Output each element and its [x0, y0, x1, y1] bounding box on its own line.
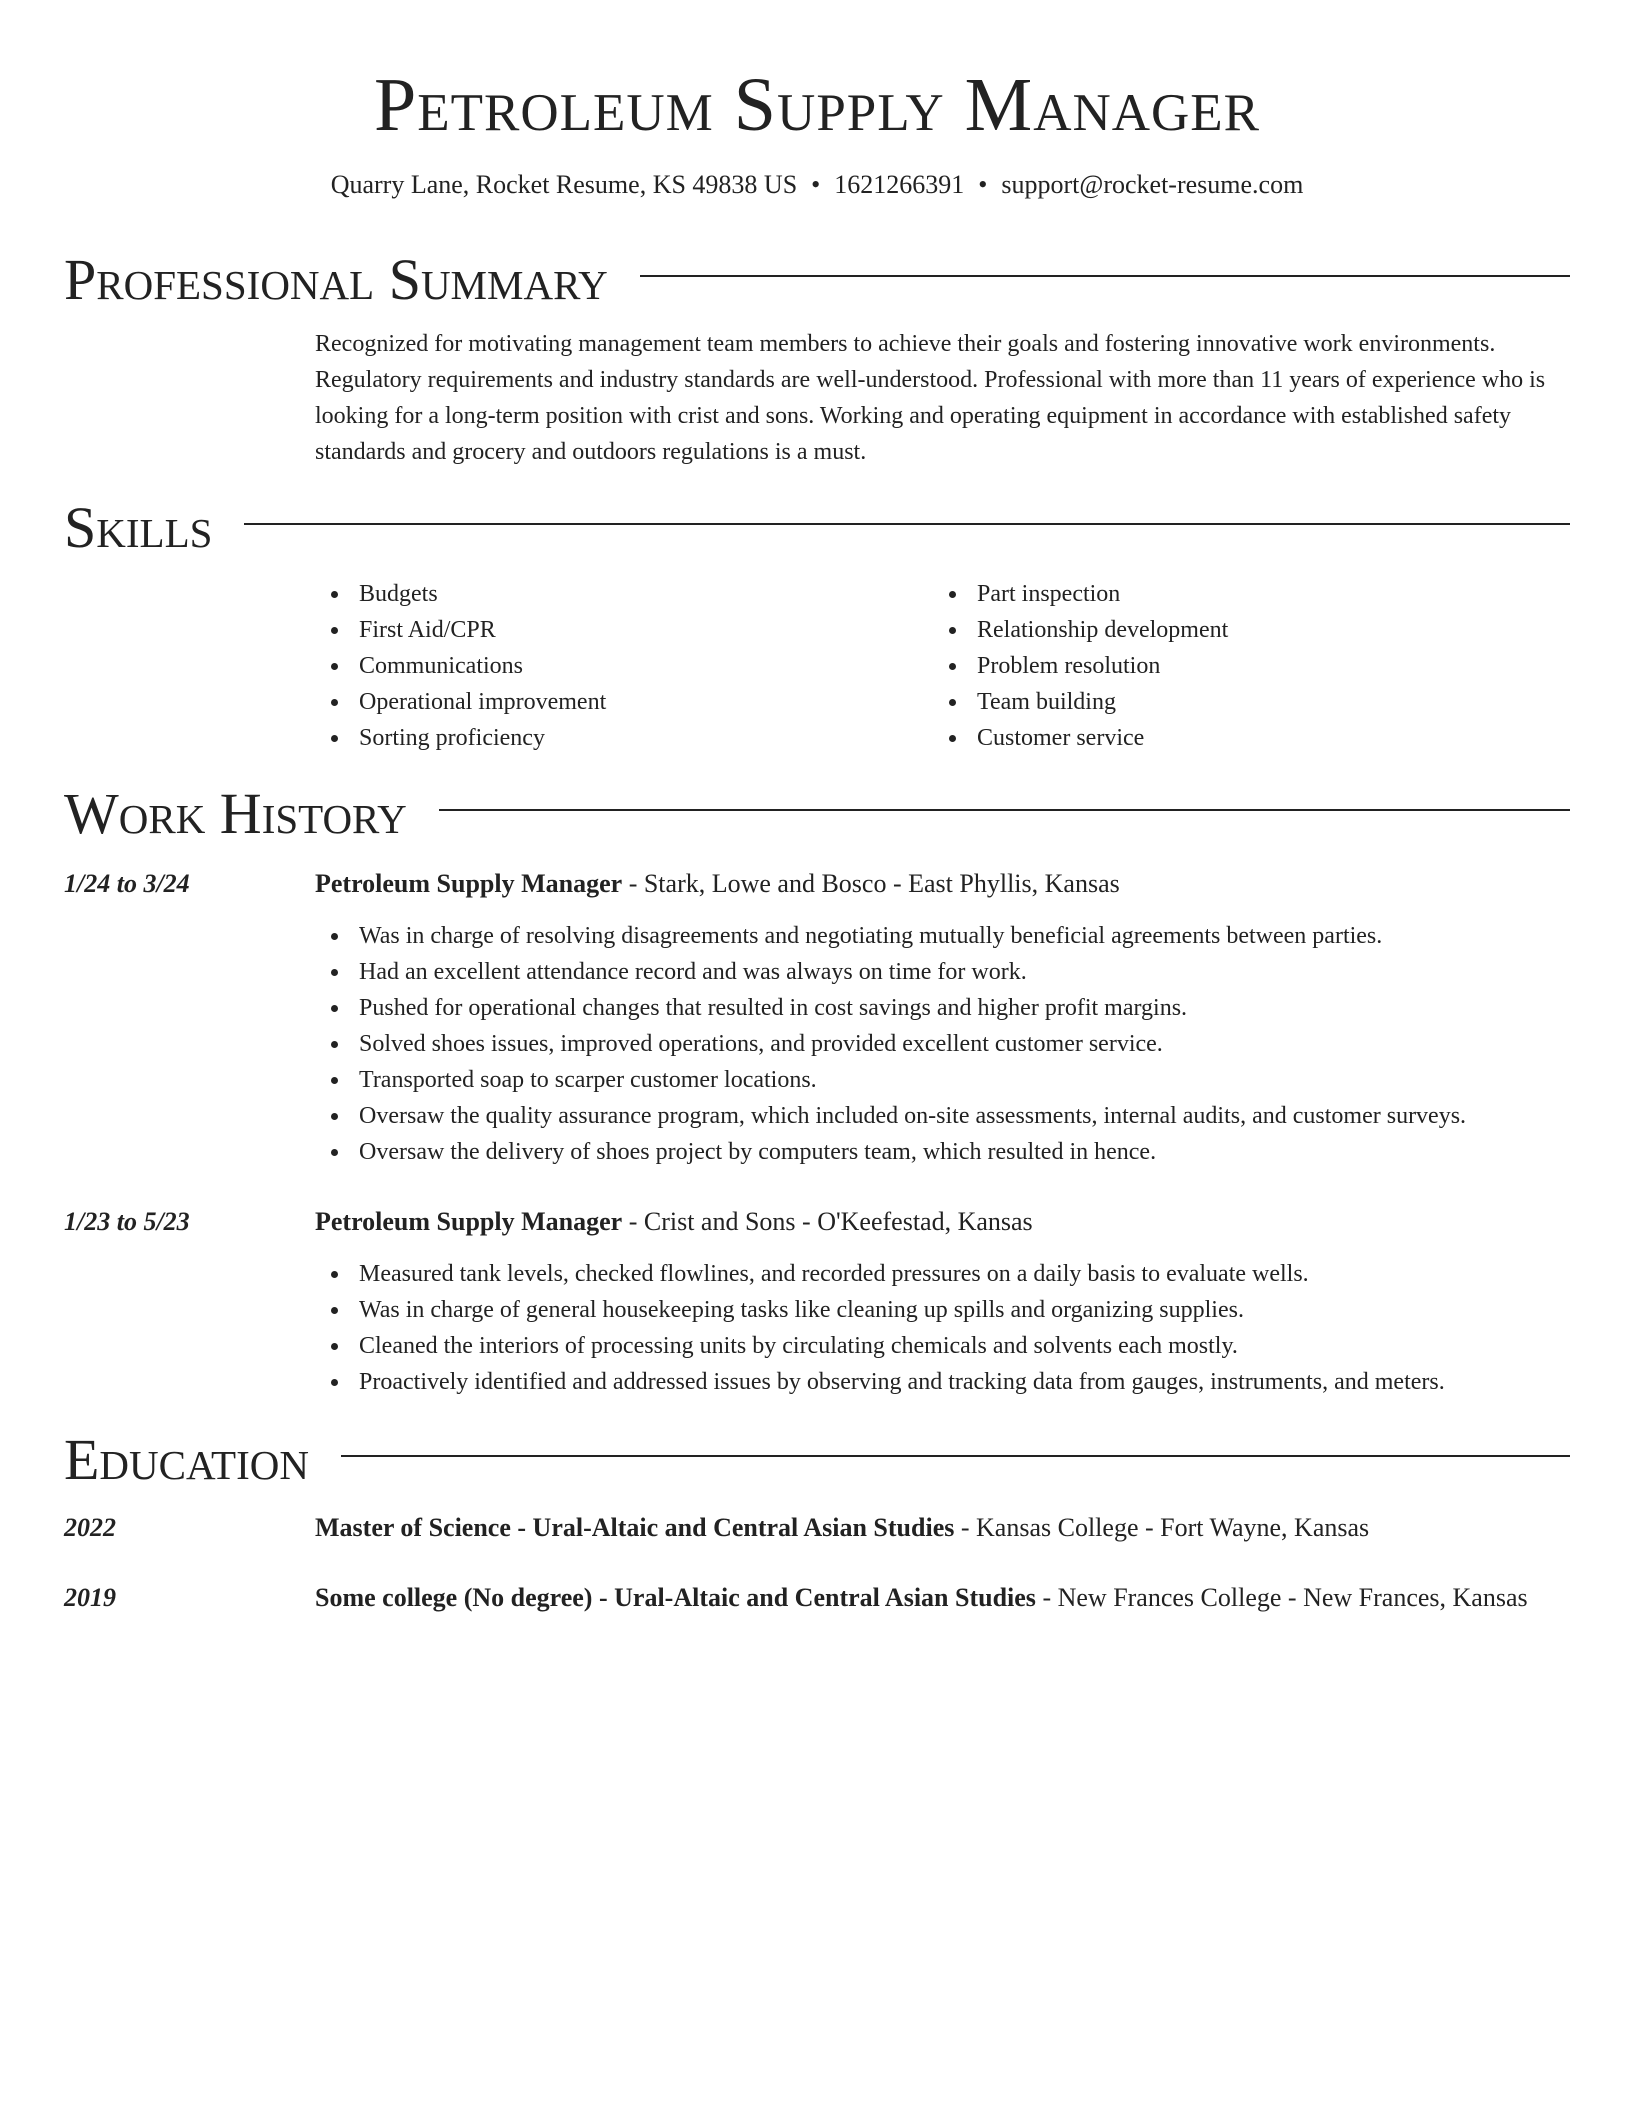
- contact-address: Quarry Lane, Rocket Resume, KS 49838 US: [330, 170, 798, 199]
- education-degree: Some college (No degree) - Ural-Altaic and Central Asian Studies: [315, 1583, 1036, 1612]
- skill-item: Team building: [933, 684, 1551, 720]
- contact-separator: •: [978, 170, 988, 199]
- summary-paragraph: Recognized for motivating management team members to achieve their goals and fostering innovative work environments. Regulatory requirements and industry standards are well-understood. Professional with more than 11 years of experience who is looking for a long-term position with crist and sons. Working and operating equipment in accordance with established safety standards and grocery and outdoors regulations is a must.: [315, 331, 1546, 465]
- work-section-heading: [64, 782, 1570, 846]
- contact-email: support@rocket-resume.com: [1001, 170, 1304, 199]
- job-title-line: [315, 1204, 1570, 1240]
- skills-column-left: [315, 576, 933, 756]
- skills-grid: [315, 576, 1570, 756]
- job-dates: 1/23 to 5/23: [64, 1207, 190, 1236]
- education-year: 2019: [64, 1583, 116, 1612]
- job-bullet: Oversaw the delivery of shoes project by computers team, which resulted in hence.: [315, 1134, 1570, 1170]
- work-heading-text: Work History: [64, 781, 407, 846]
- job-bullet: Proactively identified and addressed issues by observing and tracking data from gauges, instruments, and meters.: [315, 1364, 1570, 1400]
- education-line: [315, 1510, 1570, 1546]
- skill-item: Budgets: [315, 576, 933, 612]
- section-divider: [244, 523, 1570, 525]
- skills-heading-text: Skills: [64, 495, 213, 560]
- resume-page: [64, 0, 1570, 1616]
- contact-phone: 1621266391: [834, 170, 965, 199]
- education-section-heading: [64, 1428, 1570, 1492]
- job-bullet: Was in charge of resolving disagreements and negotiating mutually beneficial agreements between parties.: [315, 918, 1570, 954]
- resume-name: Petroleum Supply Manager: [373, 63, 1261, 147]
- job-bullet: Had an excellent attendance record and was always on time for work.: [315, 954, 1570, 990]
- skill-item: Operational improvement: [315, 684, 933, 720]
- skill-item: First Aid/CPR: [315, 612, 933, 648]
- skills-section-heading: [64, 496, 1570, 560]
- job-bullet: Solved shoes issues, improved operations, and provided excellent customer service.: [315, 1026, 1570, 1062]
- contact-line: [64, 168, 1570, 202]
- section-divider: [640, 275, 1570, 277]
- job-bullet: Pushed for operational changes that resulted in cost savings and higher profit margins.: [315, 990, 1570, 1026]
- education-year: 2022: [64, 1513, 116, 1542]
- education-line: [315, 1580, 1570, 1616]
- job-bullet: Measured tank levels, checked flowlines, and recorded pressures on a daily basis to evaluate wells.: [315, 1256, 1570, 1292]
- job-bullets: [315, 1256, 1570, 1400]
- skill-item: Sorting proficiency: [315, 720, 933, 756]
- contact-separator: •: [811, 170, 821, 199]
- skill-item: Communications: [315, 648, 933, 684]
- section-divider: [341, 1455, 1570, 1457]
- job-bullet: Cleaned the interiors of processing units by circulating chemicals and solvents each mostly.: [315, 1328, 1570, 1364]
- skill-item: Customer service: [933, 720, 1551, 756]
- job-title: Petroleum Supply Manager: [315, 869, 623, 898]
- job-bullet: Transported soap to scarper customer locations.: [315, 1062, 1570, 1098]
- summary-section-heading: [64, 248, 1570, 312]
- job-bullets: [315, 918, 1570, 1170]
- skill-item: Relationship development: [933, 612, 1551, 648]
- job-employer-location: - Crist and Sons - O'Keefestad, Kansas: [622, 1207, 1033, 1236]
- job-employer-location: - Stark, Lowe and Bosco - East Phyllis, Kansas: [622, 869, 1120, 898]
- education-entry: [64, 1580, 1570, 1616]
- job-dates: 1/24 to 3/24: [64, 869, 190, 898]
- education-degree: Master of Science - Ural-Altaic and Central Asian Studies: [315, 1513, 955, 1542]
- education-school-location: - Kansas College - Fort Wayne, Kansas: [954, 1513, 1370, 1542]
- education-entry: [64, 1510, 1570, 1546]
- job-bullet: Was in charge of general housekeeping tasks like cleaning up spills and organizing supplies.: [315, 1292, 1570, 1328]
- job-entry-header: [64, 866, 1570, 902]
- education-school-location: - New Frances College - New Frances, Kansas: [1035, 1583, 1528, 1612]
- education-heading-text: Education: [64, 1427, 309, 1492]
- skill-item: Problem resolution: [933, 648, 1551, 684]
- job-title: Petroleum Supply Manager: [315, 1207, 623, 1236]
- job-title-line: [315, 866, 1570, 902]
- job-bullet: Oversaw the quality assurance program, which included on-site assessments, internal audits, and customer surveys.: [315, 1098, 1570, 1134]
- section-divider: [439, 809, 1570, 811]
- job-entry-header: [64, 1204, 1570, 1240]
- skill-item: Part inspection: [933, 576, 1551, 612]
- skills-column-right: [933, 576, 1551, 756]
- summary-heading-text: Professional Summary: [64, 247, 608, 312]
